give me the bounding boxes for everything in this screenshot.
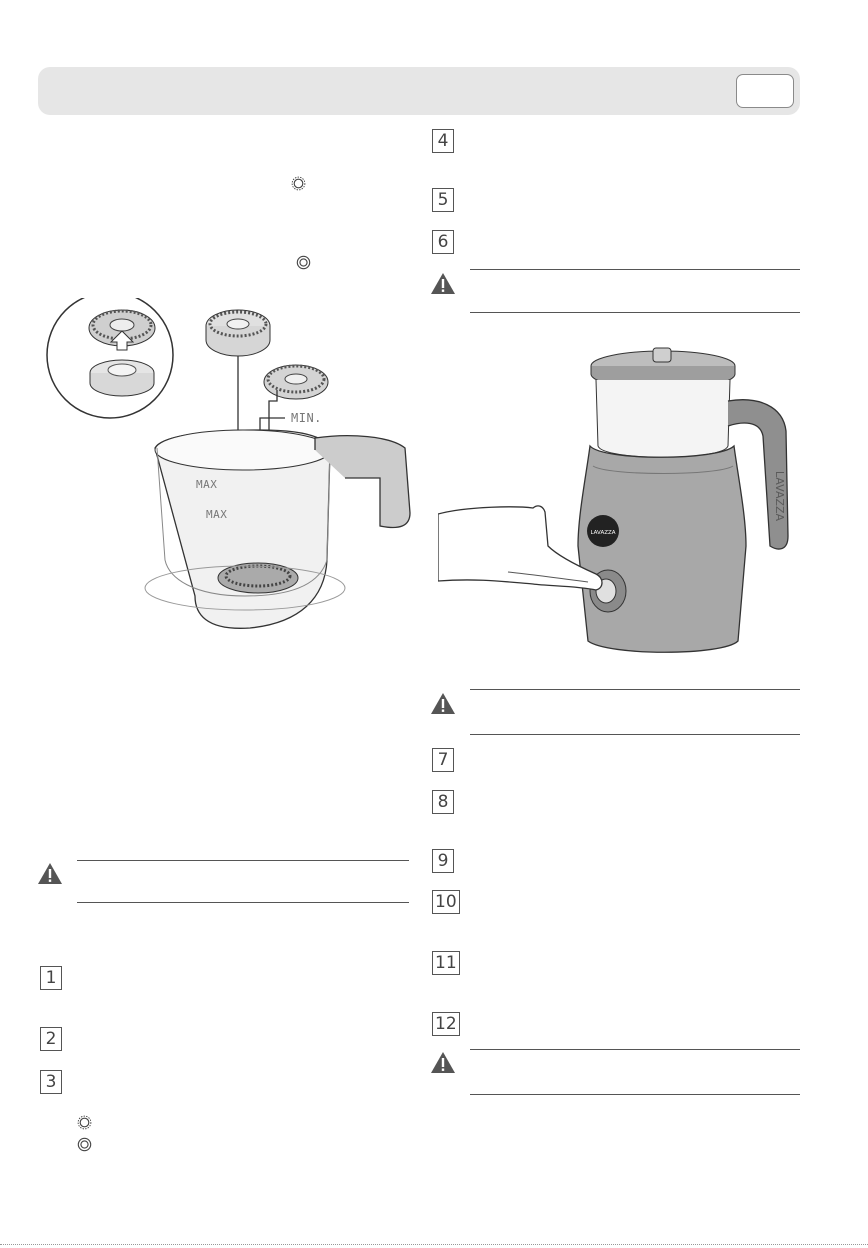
step-number: 10 [432, 890, 460, 914]
page-number-box [736, 74, 794, 108]
warning-rule-bottom [470, 734, 800, 735]
warning-rule-top [470, 1049, 800, 1050]
frother-device-figure [438, 346, 793, 658]
warning-rule-bottom [77, 902, 409, 903]
jug-whisk-figure [45, 298, 415, 648]
warning-triangle-icon [430, 272, 456, 295]
ring-whisk-icon [77, 1137, 92, 1152]
step-number: 1 [40, 966, 62, 990]
step-number: 3 [40, 1070, 62, 1094]
max-label-upper: MAX [196, 478, 218, 491]
step-number: 8 [432, 790, 454, 814]
gear-whisk-icon [291, 176, 306, 191]
step-number: 6 [432, 230, 454, 254]
step-number: 5 [432, 188, 454, 212]
step-number: 7 [432, 748, 454, 772]
step-number: 2 [40, 1027, 62, 1051]
warning-rule-bottom [470, 312, 800, 313]
step-number: 9 [432, 849, 454, 873]
warning-rule-top [470, 269, 800, 270]
warning-triangle-icon [37, 862, 63, 885]
max-label-lower: MAX [206, 508, 228, 521]
step-number: 12 [432, 1012, 460, 1036]
step-number: 4 [432, 129, 454, 153]
warning-rule-top [470, 689, 800, 690]
min-label: MIN. [291, 411, 322, 425]
warning-rule-bottom [470, 1094, 800, 1095]
ring-whisk-icon [296, 255, 311, 270]
step-number: 11 [432, 951, 460, 975]
page-bottom-edge [0, 1244, 868, 1245]
gear-whisk-icon [77, 1115, 92, 1130]
warning-triangle-icon [430, 1051, 456, 1074]
brand-badge-text: LAVAZZA [590, 530, 616, 536]
warning-triangle-icon [430, 692, 456, 715]
warning-rule-top [77, 860, 409, 861]
handle-brand-text: LAVAZZA [773, 470, 786, 522]
header-bar [38, 67, 800, 115]
